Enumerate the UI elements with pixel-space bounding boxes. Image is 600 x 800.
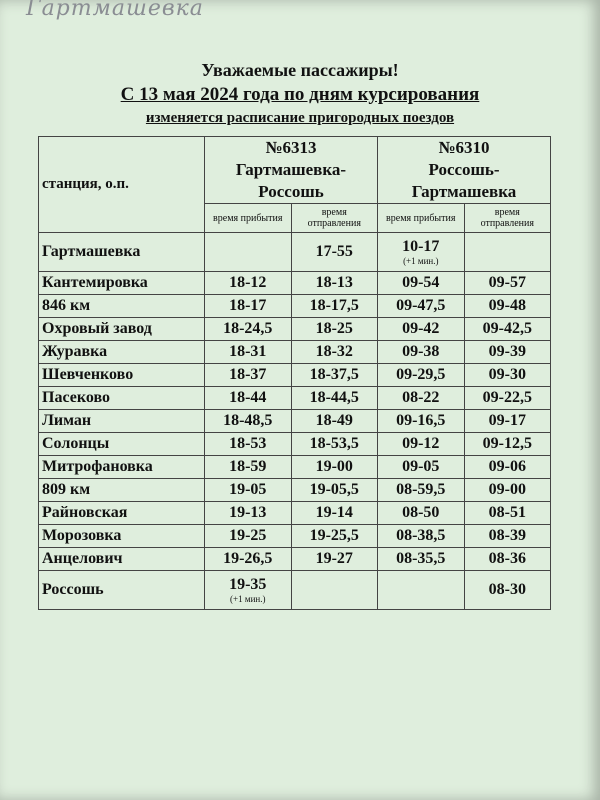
time-note: (+1 мин.) (230, 594, 266, 604)
train-6313-arrival (205, 364, 292, 387)
train-6310-departure-value: 09-39 (488, 343, 526, 360)
train-6313-departure (291, 410, 378, 433)
train-6310-arrival-value: 08-38,5 (396, 527, 446, 544)
station-column-header: станция, о.п. (39, 137, 205, 233)
train-6313-departure-value: 19-14 (315, 504, 353, 521)
train-6313-departure-value: 19-05,5 (309, 481, 359, 498)
station-name-value: Анцелович (42, 550, 123, 567)
train-6310-departure-value: 09-17 (488, 412, 526, 429)
station-name (39, 233, 205, 272)
train-6313-arrival (205, 318, 292, 341)
station-name (39, 341, 205, 364)
handwritten-note: Гартмашевка (26, 0, 204, 21)
arrival-header: время прибытия (205, 204, 292, 233)
train-6310-departure-value: 09-42,5 (482, 320, 532, 337)
train-6310-departure-value: 09-00 (488, 481, 526, 498)
train-6313-departure (291, 548, 378, 571)
train-6310-departure (464, 479, 551, 502)
station-name (39, 525, 205, 548)
train-6310-arrival (378, 525, 465, 548)
train-6313-departure (291, 295, 378, 318)
station-name (39, 571, 205, 610)
train-6313-departure (291, 341, 378, 364)
train-6313-departure (291, 525, 378, 548)
train-6310-arrival (378, 433, 465, 456)
station-name-value: Пасеково (42, 389, 110, 406)
train-6313-departure (291, 456, 378, 479)
train-6313-arrival (205, 387, 292, 410)
train-6310-arrival-value: 09-42 (402, 320, 440, 337)
table-row (39, 387, 551, 410)
train-6310-departure (464, 364, 551, 387)
schedule-rows (39, 233, 551, 610)
train-6310-arrival-value: 09-12 (402, 435, 440, 452)
train-6310-departure-value: 08-51 (488, 504, 526, 521)
train-6313-departure-value: 18-49 (315, 412, 353, 429)
station-name (39, 456, 205, 479)
train-6313-arrival (205, 295, 292, 318)
train-6310-departure-value: 08-36 (488, 550, 526, 567)
train-6313-departure-value: 19-27 (315, 550, 353, 567)
train-6310-arrival (378, 548, 465, 571)
train-6313-departure-value: 19-25,5 (309, 527, 359, 544)
table-row (39, 502, 551, 525)
train-6313-arrival (205, 525, 292, 548)
departure-header: время отправления (291, 204, 378, 233)
train-6313-arrival (205, 272, 292, 295)
train-6310-departure (464, 548, 551, 571)
train-6310-departure-value: 09-06 (488, 458, 526, 475)
train-6313-departure (291, 433, 378, 456)
train-6310-arrival-value: 08-59,5 (396, 481, 446, 498)
table-row (39, 341, 551, 364)
train-6310-arrival-value: 09-47,5 (396, 297, 446, 314)
train-6313-arrival-value: 18-24,5 (223, 320, 273, 337)
train-6313-header (205, 137, 378, 204)
train-6310-arrival (378, 272, 465, 295)
train-6313-departure-value: 19-00 (315, 458, 353, 475)
station-name-value: Россошь (42, 581, 104, 598)
train-6310-departure (464, 272, 551, 295)
station-name-value: Шевченково (42, 366, 134, 383)
train-6313-departure-value: 17-55 (315, 243, 353, 260)
train-6313-arrival-value: 18-48,5 (223, 412, 273, 429)
station-name-value: Райновская (42, 504, 128, 521)
station-name (39, 410, 205, 433)
station-name (39, 387, 205, 410)
train-6313-arrival (205, 548, 292, 571)
station-name-value: 809 км (42, 481, 91, 498)
table-row (39, 318, 551, 341)
station-name-value: Журавка (42, 343, 108, 360)
train-6313-arrival-value: 18-37 (229, 366, 267, 383)
train-6313-arrival (205, 233, 292, 272)
train-6310-departure (464, 456, 551, 479)
station-name-value: Митрофановка (42, 458, 153, 475)
train-6310-arrival (378, 410, 465, 433)
train-6313-departure (291, 571, 378, 610)
train-6313-arrival (205, 571, 292, 610)
train-6310-arrival (378, 318, 465, 341)
train-6310-arrival (378, 456, 465, 479)
train-6310-departure-value: 09-57 (488, 274, 526, 291)
train-6310-departure (464, 341, 551, 364)
train-6313-departure-value: 18-13 (315, 274, 353, 291)
train-6310-arrival (378, 341, 465, 364)
train-6313-arrival-value: 18-53 (229, 435, 267, 452)
station-name-value: Гартмашевка (42, 243, 141, 260)
train-6310-departure-value: 08-30 (488, 581, 526, 598)
train-6313-arrival (205, 502, 292, 525)
train-6310-arrival (378, 233, 465, 272)
train-6310-departure-value: 09-30 (488, 366, 526, 383)
train-6310-arrival-value: 08-35,5 (396, 550, 446, 567)
train-6310-arrival-value: 08-22 (402, 389, 440, 406)
train-6310-arrival-value: 10-17 (402, 238, 440, 255)
train-6310-arrival-value: 09-05 (402, 458, 440, 475)
announcement-date: С 13 мая 2024 года по дням курсирования (120, 84, 480, 105)
train-6313-arrival-value: 18-59 (229, 458, 267, 475)
departure-header: время отправления (464, 204, 551, 233)
train-6313-arrival-value: 19-05 (229, 481, 267, 498)
train-6310-arrival-value: 09-54 (402, 274, 440, 291)
train-6310-departure-value: 09-22,5 (482, 389, 532, 406)
train-6313-arrival-value: 18-31 (229, 343, 267, 360)
train-6310-arrival-value: 09-38 (402, 343, 440, 360)
train-6310-departure (464, 433, 551, 456)
train-6313-arrival-value: 19-13 (229, 504, 267, 521)
train-6310-departure-value: 09-12,5 (482, 435, 532, 452)
train-6313-arrival-value: 18-17 (229, 297, 267, 314)
train-6313-departure (291, 364, 378, 387)
station-name-value: Солонцы (42, 435, 110, 452)
table-row (39, 364, 551, 387)
table-row (39, 525, 551, 548)
train-6313-arrival (205, 479, 292, 502)
train-6313-arrival (205, 341, 292, 364)
station-name (39, 502, 205, 525)
table-row (39, 410, 551, 433)
train-6310-arrival-value: 09-16,5 (396, 412, 446, 429)
train-6313-departure-value: 18-53,5 (309, 435, 359, 452)
train-6313-departure-value: 18-17,5 (309, 297, 359, 314)
announcement-title: Уважаемые пассажиры! (201, 60, 399, 80)
train-6313-departure (291, 479, 378, 502)
train-6313-departure-value: 18-37,5 (309, 366, 359, 383)
train-6310-departure-value: 09-48 (488, 297, 526, 314)
train-6313-arrival (205, 456, 292, 479)
table-row (39, 456, 551, 479)
train-6310-departure (464, 295, 551, 318)
station-name-value: 846 км (42, 297, 91, 314)
table-row (39, 272, 551, 295)
train-6310-arrival (378, 502, 465, 525)
train-6310-header (378, 137, 551, 204)
train-6313-departure-value: 18-25 (315, 320, 353, 337)
train-6310-route: Россошь-Гартмашевка (411, 160, 517, 201)
time-note: (+1 мин.) (403, 256, 439, 266)
train-6310-departure (464, 318, 551, 341)
train-6313-number: №6313 (265, 138, 317, 157)
table-row (39, 548, 551, 571)
train-6313-arrival-value: 19-25 (229, 527, 267, 544)
train-6313-departure (291, 502, 378, 525)
train-6310-arrival (378, 295, 465, 318)
train-6313-arrival (205, 433, 292, 456)
train-6313-arrival (205, 410, 292, 433)
train-6310-arrival-value: 09-29,5 (396, 366, 446, 383)
announcement-subtitle: изменяется расписание пригородных поездов (145, 110, 455, 126)
train-6313-arrival-value: 18-12 (229, 274, 267, 291)
train-6310-arrival (378, 479, 465, 502)
table-row (39, 479, 551, 502)
train-6313-route: Гартмашевка-Россошь (235, 160, 347, 201)
train-6310-departure (464, 525, 551, 548)
train-6310-arrival (378, 387, 465, 410)
train-6310-number: №6310 (438, 138, 490, 157)
train-6310-arrival-value: 08-50 (402, 504, 440, 521)
station-name (39, 295, 205, 318)
train-6313-departure (291, 318, 378, 341)
train-6310-departure (464, 410, 551, 433)
table-row (39, 295, 551, 318)
arrival-header: время прибытия (378, 204, 465, 233)
train-6313-departure (291, 272, 378, 295)
station-name-value: Морозовка (42, 527, 122, 544)
train-6310-arrival (378, 364, 465, 387)
station-name (39, 364, 205, 387)
train-6310-departure (464, 502, 551, 525)
train-6313-departure-value: 18-32 (315, 343, 353, 360)
station-name-value: Лиман (42, 412, 92, 429)
station-name (39, 548, 205, 571)
table-row (39, 571, 551, 610)
station-name (39, 433, 205, 456)
train-6310-arrival (378, 571, 465, 610)
train-6310-departure (464, 387, 551, 410)
train-6313-arrival-value: 19-35 (229, 576, 267, 593)
table-row (39, 233, 551, 272)
train-6313-departure (291, 233, 378, 272)
station-name (39, 479, 205, 502)
train-6313-departure-value: 18-44,5 (309, 389, 359, 406)
train-6310-departure (464, 233, 551, 272)
train-6310-departure-value: 08-39 (488, 527, 526, 544)
schedule-table (38, 136, 551, 610)
train-6310-departure (464, 571, 551, 610)
station-name-value: Кантемировка (42, 274, 148, 291)
train-6313-arrival-value: 19-26,5 (223, 550, 273, 567)
station-name (39, 318, 205, 341)
table-row (39, 433, 551, 456)
station-name (39, 272, 205, 295)
station-name-value: Охровый завод (42, 320, 152, 337)
train-6313-arrival-value: 18-44 (229, 389, 267, 406)
train-6313-departure (291, 387, 378, 410)
